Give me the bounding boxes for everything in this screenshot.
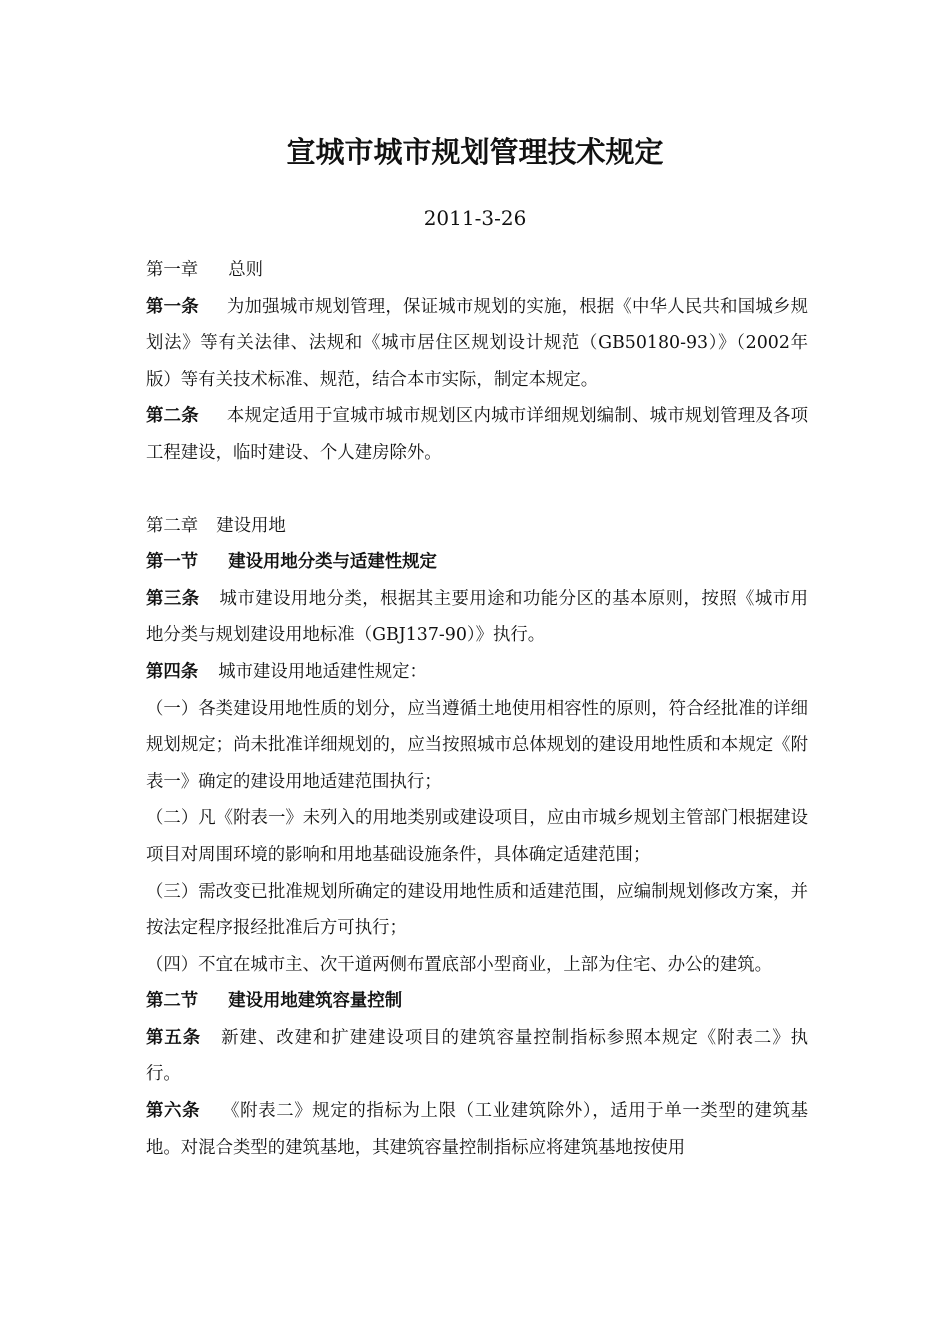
article-label: 第四条 xyxy=(146,661,199,682)
chapter-label: 第一章 xyxy=(146,260,199,280)
section-heading xyxy=(146,544,808,581)
section-title: 建设用地分类与适建性规定 xyxy=(228,552,437,573)
article-3 xyxy=(146,581,808,654)
list-item: （二）凡《附表一》未列入的用地类别或建设项目，应由市城乡规划主管部门根据建设项目对周围环境的影响和用地基础设施条件，具体确定适建范围； xyxy=(146,808,808,865)
article-text: 本规定适用于宣城市城市规划区内城市详细规划编制、城市规划管理及各项工程建设，临时建设、个人建房除外。 xyxy=(146,406,808,463)
spacer xyxy=(146,472,808,508)
article-6 xyxy=(146,1093,808,1166)
list-item: （三）需改变已批准规划所确定的建设用地性质和适建范围，应编制规划修改方案，并按法定程序报经批准后方可执行； xyxy=(146,881,808,939)
article-text: 新建、改建和扩建建设项目的建筑容量控制指标参照本规定《附表二》执行。 xyxy=(146,1027,808,1085)
section-label: 第一节 xyxy=(146,552,199,573)
chapter-title: 总则 xyxy=(228,260,263,280)
chapter-heading xyxy=(146,252,808,289)
list-item: （四）不宜在城市主、次干道两侧布置底部小型商业，上部为住宅、办公的建筑。 xyxy=(146,954,773,975)
article-text: 为加强城市规划管理，保证城市规划的实施，根据《中华人民共和国城乡规划法》等有关法律、法规和《城市居住区规划设计规范（GB50180-93）》（2002年版）等有关技术标准、规范，结合本市实际，制定本规定。 xyxy=(146,296,808,390)
article-label: 第一条 xyxy=(146,296,199,317)
article-text: 城市建设用地适建性规定： xyxy=(218,661,427,682)
article-label: 第六条 xyxy=(146,1101,201,1122)
article-2 xyxy=(146,398,808,471)
section-heading xyxy=(146,983,808,1020)
article-text: 《附表二》规定的指标为上限（工业建筑除外），适用于单一类型的建筑基地。对混合类型的建筑基地，其建筑容量控制指标应将建筑基地按使用 xyxy=(146,1101,808,1158)
chapter-title: 建设用地 xyxy=(216,515,286,536)
article-1 xyxy=(146,289,808,399)
article-label: 第三条 xyxy=(146,588,200,609)
article-4 xyxy=(146,654,808,691)
document-body xyxy=(146,252,808,1166)
chapter-label: 第二章 xyxy=(146,515,199,536)
section-label: 第二节 xyxy=(146,991,199,1012)
document-date: 2011-3-26 xyxy=(423,206,527,230)
article-label: 第五条 xyxy=(146,1027,202,1048)
article-text: 城市建设用地分类，根据其主要用途和功能分区的基本原则，按照《城市用地分类与规划建设用地标准（GBJ137-90）》执行。 xyxy=(146,588,808,646)
list-item: （一）各类建设用地性质的划分，应当遵循土地使用相容性的原则，符合经批准的详细规划规定；尚未批准详细规划的，应当按照城市总体规划的建设用地性质和本规定《附表一》确定的建设用地适建范围执行； xyxy=(146,698,808,792)
article-5 xyxy=(146,1020,808,1093)
chapter-heading xyxy=(146,508,808,545)
article-label: 第二条 xyxy=(146,406,199,427)
section-title: 建设用地建筑容量控制 xyxy=(228,991,403,1012)
document-title: 宣城市城市规划管理技术规定 xyxy=(286,135,664,169)
